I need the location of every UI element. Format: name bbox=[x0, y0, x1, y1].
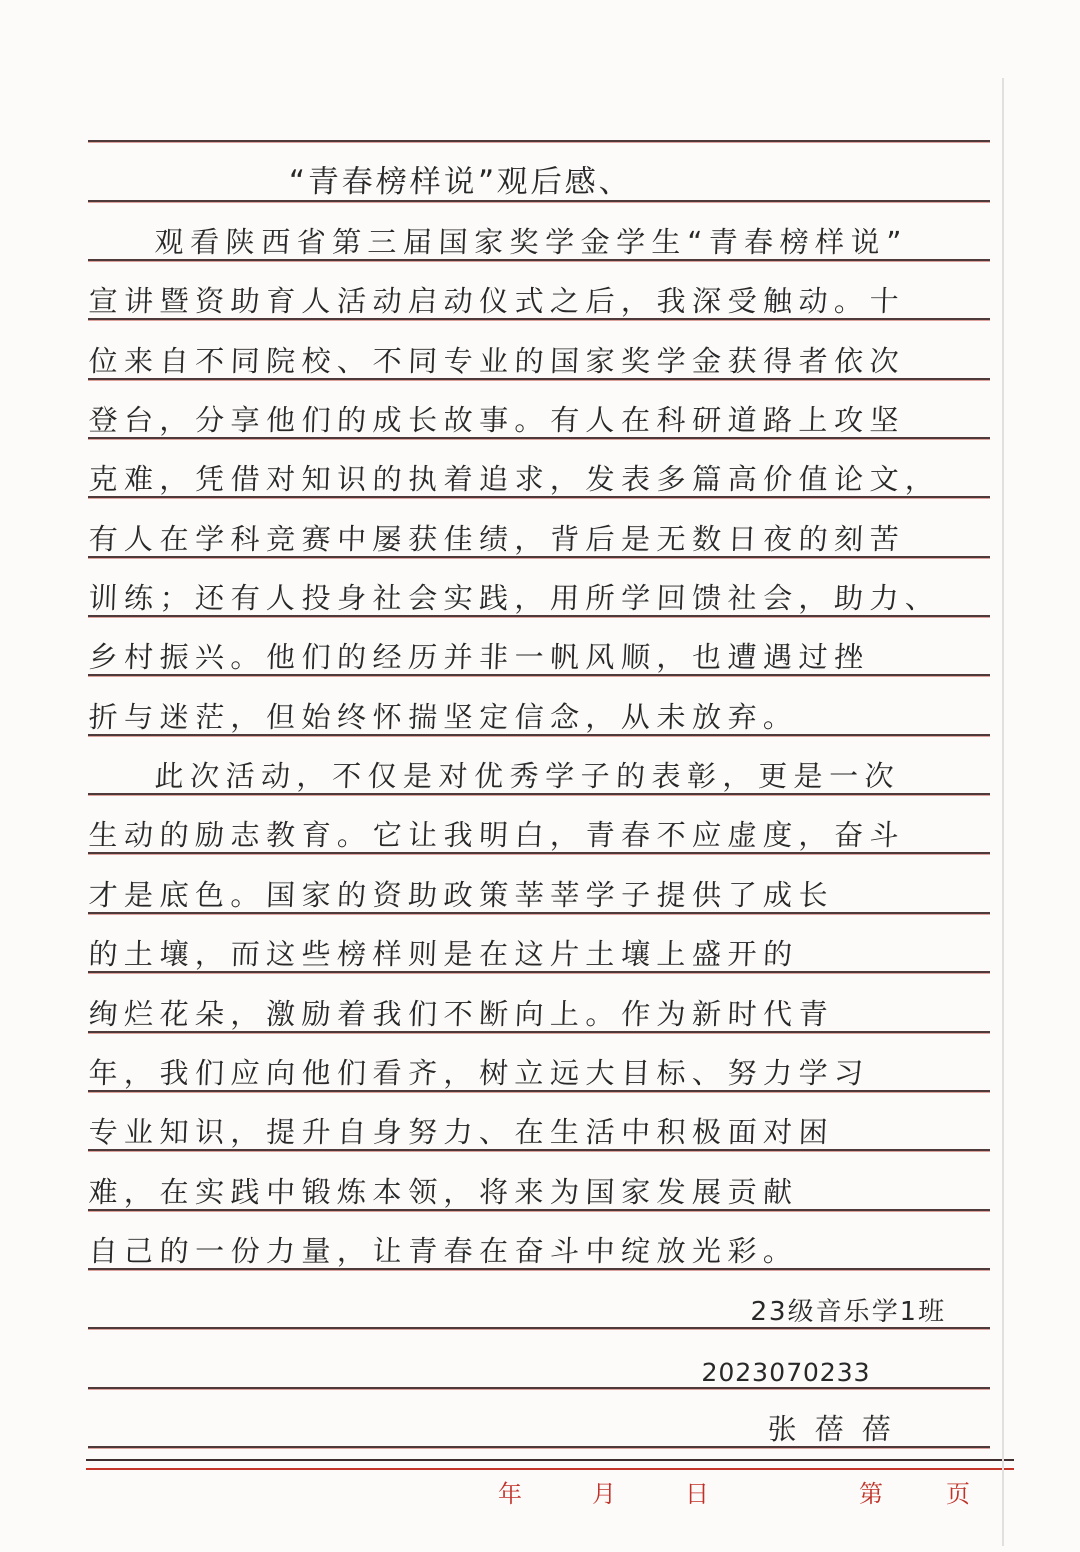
signature-name-row bbox=[88, 1389, 990, 1448]
essay-line: 此次活动，不仅是对优秀学子的表彰，更是一次 bbox=[154, 759, 901, 794]
closing-double-rule bbox=[86, 1459, 1014, 1470]
essay-line: 乡村振兴。他们的经历并非一帆风顺，也遭遇过挫 bbox=[88, 640, 871, 675]
essay-line: 难，在实践中锻炼本领，将来为国家发展贡献 bbox=[88, 1174, 800, 1209]
essay-line-row bbox=[88, 795, 990, 854]
essay-line: 训练；还有人投身社会实践，用所学回馈社会，助力、 bbox=[88, 581, 942, 616]
essay-line-row bbox=[88, 617, 990, 676]
essay-line-row bbox=[88, 202, 990, 261]
essay-line-row bbox=[88, 261, 990, 320]
footer-month-label: 月 bbox=[592, 1480, 616, 1508]
essay-line-row bbox=[88, 1151, 990, 1210]
essay-line-row bbox=[88, 676, 990, 735]
essay-line: 位来自不同院校、不同专业的国家奖学金获得者依次 bbox=[88, 343, 906, 378]
signature-class: 23级音乐学1班 bbox=[750, 1297, 948, 1328]
essay-line: 专业知识，提升自身努力、在生活中积极面对困 bbox=[88, 1115, 835, 1150]
essay-title-row bbox=[88, 142, 990, 201]
essay-line: 自己的一份力量，让青春在奋斗中绽放光彩。 bbox=[88, 1233, 800, 1268]
essay-line: 绚烂花朵，激励着我们不断向上。作为新时代青 bbox=[88, 996, 835, 1031]
essay-line: 观看陕西省第三届国家奖学金学生“青春榜样说” bbox=[154, 225, 909, 260]
essay-line-row bbox=[88, 1033, 990, 1092]
essay-line-row bbox=[88, 498, 990, 557]
scanned-page-edge bbox=[1002, 78, 1004, 1546]
footer-day-label: 日 bbox=[685, 1480, 709, 1508]
essay-title: “青春榜样说”观后感、 bbox=[288, 163, 634, 200]
essay-line: 的土壤，而这些榜样则是在这片土壤上盛开的 bbox=[88, 937, 800, 972]
footer-page-prefix-label: 第 bbox=[859, 1480, 883, 1508]
signature-student-id: 2023070233 bbox=[700, 1357, 872, 1387]
essay-line-row bbox=[88, 1092, 990, 1151]
essay-line-row bbox=[88, 439, 990, 498]
essay-line: 宣讲暨资助育人活动启动仪式之后，我深受触动。十 bbox=[88, 284, 906, 319]
essay-line: 才是底色。国家的资助政策莘莘学子提供了成长 bbox=[88, 877, 835, 912]
essay-line-row bbox=[88, 380, 990, 439]
essay-line-row bbox=[88, 736, 990, 795]
essay-line-row bbox=[88, 558, 990, 617]
ruled-line-empty bbox=[88, 83, 990, 142]
ruled-writing-area bbox=[88, 83, 990, 1448]
signature-name: 张蓓蓓 bbox=[766, 1411, 910, 1446]
essay-line-row bbox=[88, 1211, 990, 1270]
essay-line: 生动的励志教育。它让我明白，青春不应虚度，奋斗 bbox=[88, 818, 906, 853]
signature-student-id-row bbox=[88, 1329, 990, 1388]
signature-class-row bbox=[88, 1270, 990, 1329]
essay-line: 登台，分享他们的成长故事。有人在科研道路上攻坚 bbox=[88, 403, 906, 438]
essay-line: 折与迷茫，但始终怀揣坚定信念，从未放弃。 bbox=[88, 699, 800, 734]
essay-line-row bbox=[88, 854, 990, 913]
essay-line-row bbox=[88, 914, 990, 973]
essay-line: 有人在学科竞赛中屡获佳绩，背后是无数日夜的刻苦 bbox=[88, 521, 906, 556]
footer-page-suffix-label: 页 bbox=[946, 1480, 970, 1508]
footer-year-label: 年 bbox=[498, 1480, 522, 1508]
essay-line: 克难，凭借对知识的执着追求，发表多篇高价值论文， bbox=[88, 462, 942, 497]
essay-line-row bbox=[88, 320, 990, 379]
essay-line: 年，我们应向他们看齐，树立远大目标、努力学习 bbox=[88, 1055, 871, 1090]
essay-line-row bbox=[88, 973, 990, 1032]
